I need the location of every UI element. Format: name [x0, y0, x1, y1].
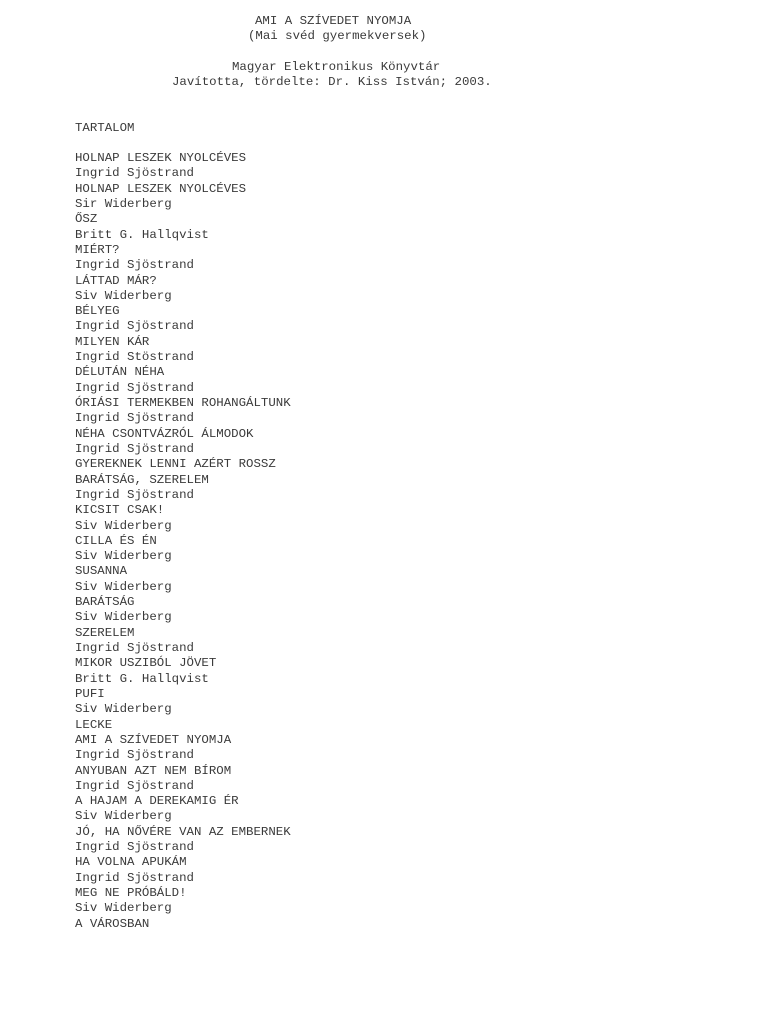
toc-line: Ingrid Stöstrand — [75, 350, 194, 365]
document-subtitle: (Mai svéd gyermekversek) — [248, 29, 427, 43]
toc-line: A VÁROSBAN — [75, 916, 150, 931]
toc-line: BÉLYEG — [75, 304, 120, 319]
toc-line: Siv Widerberg — [75, 518, 172, 533]
toc-line: ŐSZ — [75, 212, 98, 227]
toc-line: HOLNAP LESZEK NYOLCÉVES — [75, 151, 247, 165]
toc-line: A HAJAM A DEREKAMIG ÉR — [75, 794, 239, 809]
toc-line: Ingrid Sjöstrand — [75, 166, 194, 181]
toc-line: Ingrid Sjöstrand — [75, 748, 194, 763]
toc-line: HOLNAP LESZEK NYOLCÉVES — [75, 181, 247, 196]
toc-line: Sir Widerberg — [75, 196, 172, 211]
toc-line: Siv Widerberg — [75, 809, 172, 824]
credit-line: Javította, tördelte: Dr. Kiss István; 2003. — [172, 75, 492, 89]
toc-line: Britt G. Hallqvist — [75, 227, 209, 242]
toc-line: BARÁTSÁG, SZERELEM — [75, 472, 209, 487]
toc-line: PUFI — [75, 686, 105, 701]
toc-line: MIÉRT? — [75, 242, 120, 257]
toc-line: DÉLUTÁN NÉHA — [75, 365, 165, 380]
toc-line: Siv Widerberg — [75, 610, 172, 625]
toc-line: GYEREKNEK LENNI AZÉRT ROSSZ — [75, 457, 276, 472]
toc-line: JÓ, HA NŐVÉRE VAN AZ EMBERNEK — [75, 824, 291, 839]
toc-line: HA VOLNA APUKÁM — [75, 855, 187, 870]
toc-line: Ingrid Sjöstrand — [75, 319, 194, 334]
toc-line: Ingrid Sjöstrand — [75, 840, 194, 855]
toc-line: Siv Widerberg — [75, 288, 172, 303]
toc-line: LÁTTAD MÁR? — [75, 273, 157, 288]
toc-line: Ingrid Sjöstrand — [75, 441, 194, 456]
toc-line: Ingrid Sjöstrand — [75, 411, 194, 426]
publisher-line: Magyar Elektronikus Könyvtár — [232, 60, 441, 74]
table-of-contents — [75, 151, 291, 932]
toc-line: MILYEN KÁR — [75, 334, 150, 349]
document-title: AMI A SZÍVEDET NYOMJA — [255, 14, 412, 28]
toc-line: BARÁTSÁG — [75, 595, 135, 610]
toc-line: SUSANNA — [75, 564, 128, 579]
toc-line: Ingrid Sjöstrand — [75, 870, 194, 885]
toc-line: Ingrid Sjöstrand — [75, 778, 194, 793]
toc-line: ANYUBAN AZT NEM BÍROM — [75, 763, 232, 778]
toc-line: AMI A SZÍVEDET NYOMJA — [75, 732, 232, 747]
toc-line: MIKOR USZIBÓL JÖVET — [75, 656, 217, 671]
toc-line: SZERELEM — [75, 625, 135, 640]
toc-line: Ingrid Sjöstrand — [75, 258, 194, 273]
toc-line: Ingrid Sjöstrand — [75, 380, 194, 395]
toc-heading: TARTALOM — [75, 121, 135, 135]
toc-line: Britt G. Hallqvist — [75, 671, 209, 686]
toc-line: NÉHA CSONTVÁZRÓL ÁLMODOK — [75, 426, 254, 441]
toc-line: Ingrid Sjöstrand — [75, 641, 194, 655]
toc-line: LECKE — [75, 717, 113, 732]
toc-line: Siv Widerberg — [75, 579, 172, 594]
toc-line: Ingrid Sjöstrand — [75, 487, 194, 502]
toc-line: Siv Widerberg — [75, 702, 172, 717]
toc-line: ÓRIÁSI TERMEKBEN ROHANGÁLTUNK — [75, 396, 291, 410]
toc-line: KICSIT CSAK! — [75, 503, 165, 518]
toc-line: Siv Widerberg — [75, 549, 172, 564]
toc-line: CILLA ÉS ÉN — [75, 533, 157, 548]
toc-line: Siv Widerberg — [75, 901, 172, 916]
toc-line: MEG NE PRÓBÁLD! — [75, 886, 187, 900]
